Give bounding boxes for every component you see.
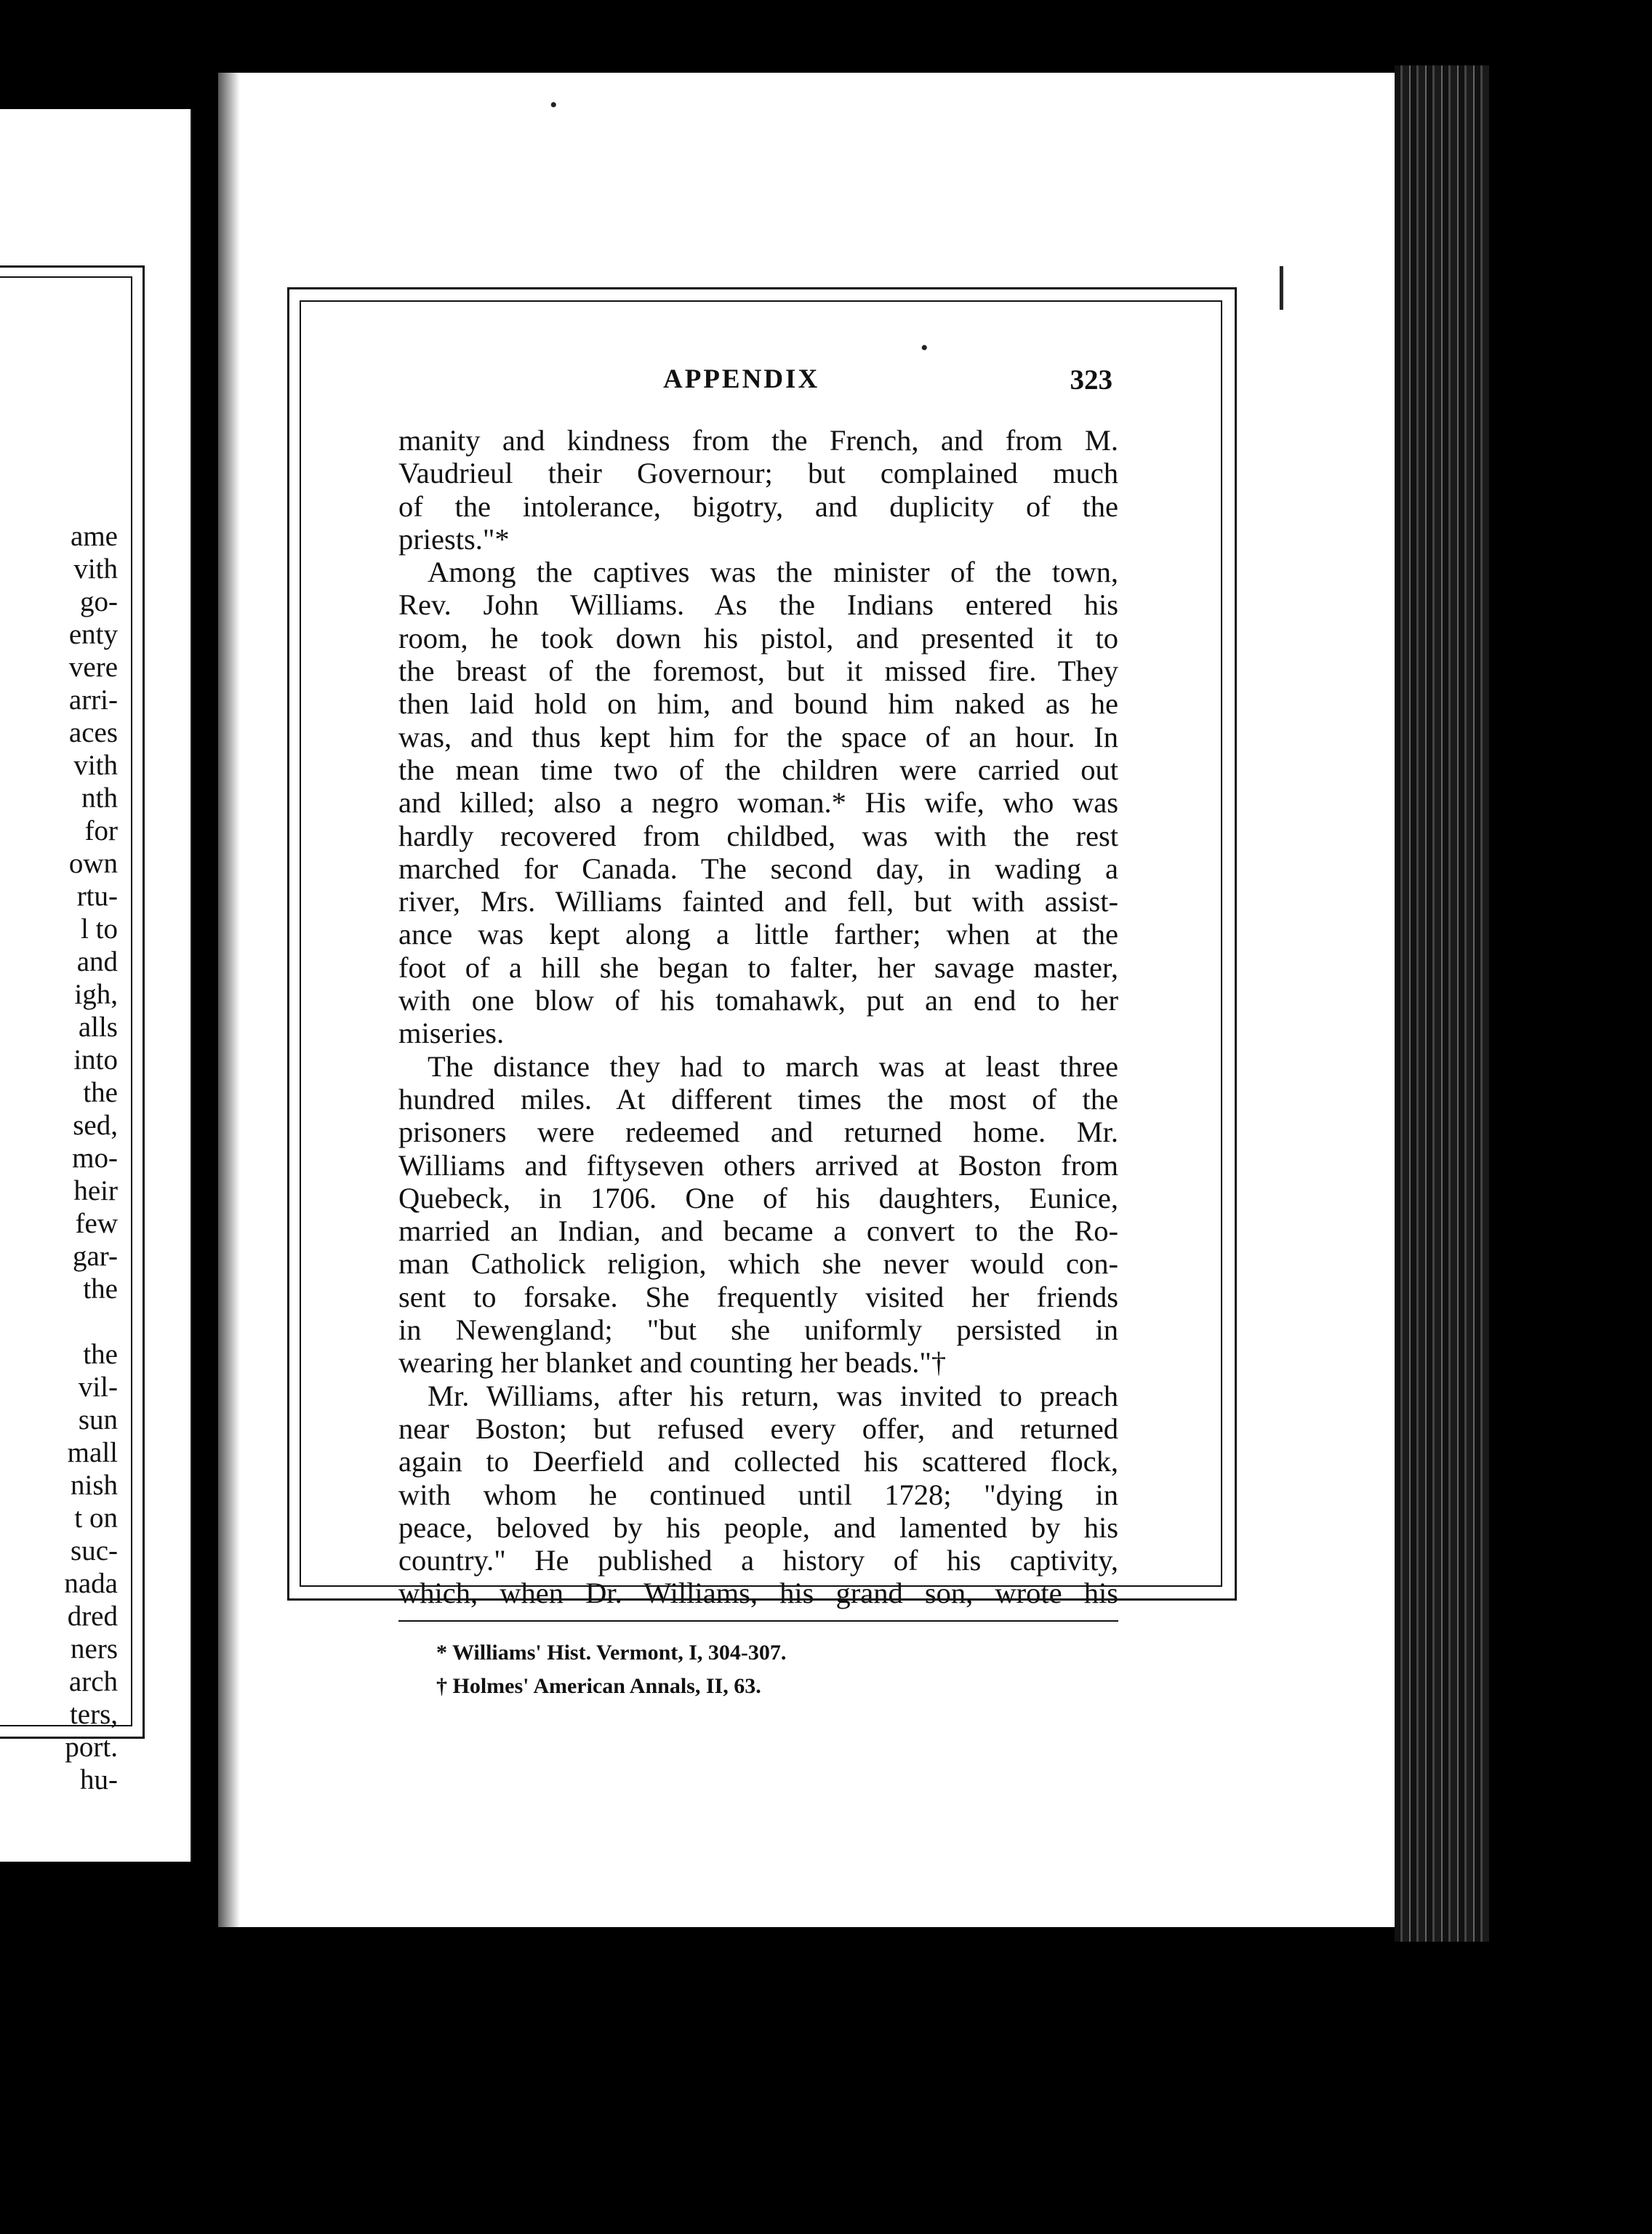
scan-speck: ⎸ — [1280, 263, 1323, 311]
text-line: peace, beloved by his people, and lamented by his — [398, 1510, 1118, 1544]
left-fragment: suc- — [71, 1535, 118, 1566]
text-line: country." He published a history of his captivity, — [398, 1544, 1118, 1577]
left-fragment: into — [73, 1044, 118, 1076]
text-line: foot of a hill she began to falter, her savage master, — [398, 950, 1118, 984]
gutter-shadow — [218, 73, 240, 1927]
left-fragment: nish — [70, 1470, 118, 1501]
text-line: priests."* — [398, 522, 510, 556]
left-fragment: aces — [68, 717, 118, 748]
left-fragment: sun — [78, 1404, 118, 1436]
left-fragment: ters, — [69, 1699, 118, 1730]
left-fragment: mo- — [72, 1142, 118, 1174]
left-fragment: arri- — [68, 684, 118, 716]
left-fragment: enty — [68, 619, 118, 650]
left-fragment: go- — [80, 586, 118, 617]
text-line: with one blow of his tomahawk, put an end to her — [398, 984, 1118, 1017]
left-fragment: and — [76, 946, 118, 977]
text-line: married an Indian, and became a convert to the Ro- — [398, 1214, 1118, 1248]
left-fragment: heir — [73, 1175, 118, 1206]
text-line: Among the captives was the minister of the town, — [428, 556, 1118, 589]
text-line: hardly recovered from childbed, was with the rest — [398, 819, 1118, 852]
left-fragment: vere — [68, 652, 118, 683]
left-page-text-fragments — [16, 520, 118, 1796]
left-fragment: ners — [71, 1633, 118, 1665]
text-line: was, and thus kept him for the space of an hour. In — [398, 720, 1118, 753]
text-line: manity and kindness from the French, and from M. — [398, 424, 1118, 457]
left-fragment: vith — [73, 750, 118, 781]
text-line: again to Deerfield and collected his scattered flock, — [398, 1445, 1118, 1478]
scan-speck: • — [921, 336, 929, 360]
left-fragment: dred — [67, 1601, 118, 1632]
running-title: APPENDIX — [663, 364, 820, 394]
text-line: then laid hold on him, and bound him naked as he — [398, 687, 1118, 721]
text-line: room, he took down his pistol, and presented it to — [398, 621, 1118, 654]
text-line: hundred miles. At different times the most of the — [398, 1082, 1118, 1116]
text-line: Mr. Williams, after his return, was invited to preach — [428, 1379, 1118, 1412]
left-fragment: the — [83, 1273, 118, 1305]
text-line: wearing her blanket and counting her beads."† — [398, 1346, 947, 1380]
text-line: The distance they had to march was at least three — [428, 1049, 1118, 1083]
book-page-edges — [1395, 65, 1489, 1942]
left-fragment: arch — [68, 1666, 118, 1697]
scan-speck: • — [550, 93, 558, 117]
left-fragment: own — [68, 848, 118, 879]
left-fragment: vil- — [78, 1372, 118, 1403]
left-fragment: nth — [81, 782, 118, 814]
text-line: marched for Canada. The second day, in wading a — [398, 852, 1118, 885]
left-fragment: sed, — [73, 1110, 118, 1141]
left-fragment: port. — [65, 1731, 118, 1763]
left-fragment: mall — [67, 1437, 118, 1468]
footnote-rule — [398, 1620, 1118, 1622]
left-fragment — [16, 1305, 118, 1338]
page-number: 323 — [1070, 364, 1112, 396]
left-fragment: l to — [81, 913, 118, 945]
text-line: sent to forsake. She frequently visited her friends — [398, 1280, 1118, 1313]
left-fragment: alls — [78, 1012, 118, 1043]
left-fragment: hu- — [80, 1764, 118, 1795]
text-line: Williams and fiftyseven others arrived at Boston from — [398, 1148, 1118, 1182]
text-line: man Catholick religion, which she never would con- — [398, 1247, 1118, 1281]
left-fragment: rtu- — [76, 881, 118, 912]
left-fragment: nada — [64, 1568, 118, 1599]
text-line: prisoners were redeemed and returned home. Mr. — [398, 1116, 1118, 1149]
text-line: which, when Dr. Williams, his grand son, wrote his — [398, 1577, 1118, 1610]
left-fragment: few — [75, 1208, 118, 1239]
text-line: Vaudrieul their Governour; but complained much — [398, 457, 1118, 490]
footnote: † Holmes' American Annals, II, 63. — [436, 1674, 761, 1698]
left-fragment: t on — [74, 1502, 118, 1534]
left-fragment: igh, — [74, 979, 118, 1010]
text-line: and killed; also a negro woman.* His wife, who was — [398, 786, 1118, 820]
text-line: miseries. — [398, 1017, 505, 1050]
text-line: with whom he continued until 1728; "dying in — [398, 1478, 1118, 1511]
left-facing-page — [0, 109, 192, 1862]
left-fragment: gar- — [72, 1241, 118, 1272]
left-fragment: the — [83, 1339, 118, 1370]
footnote: * Williams' Hist. Vermont, I, 304-307. — [436, 1641, 787, 1665]
text-line: of the intolerance, bigotry, and duplicity of the — [398, 489, 1118, 523]
left-fragment: for — [84, 815, 118, 846]
footnotes — [436, 1636, 1091, 1703]
body-text — [398, 424, 1118, 1610]
text-line: near Boston; but refused every offer, and returned — [398, 1412, 1118, 1445]
text-line: in Newengland; "but she uniformly persisted in — [398, 1313, 1118, 1347]
text-line: Quebeck, in 1706. One of his daughters, Eunice, — [398, 1181, 1118, 1214]
running-head — [378, 364, 1112, 407]
left-fragment: the — [83, 1077, 118, 1108]
text-line: the breast of the foremost, but it missed fire. They — [398, 654, 1118, 688]
text-line: Rev. John Williams. As the Indians entered his — [398, 588, 1118, 622]
left-fragment: ame — [71, 521, 118, 552]
text-line: ance was kept along a little farther; when at the — [398, 918, 1118, 951]
text-line: the mean time two of the children were carried out — [398, 753, 1118, 786]
text-line: river, Mrs. Williams fainted and fell, but with assist- — [398, 885, 1118, 918]
left-fragment: vith — [73, 553, 118, 585]
